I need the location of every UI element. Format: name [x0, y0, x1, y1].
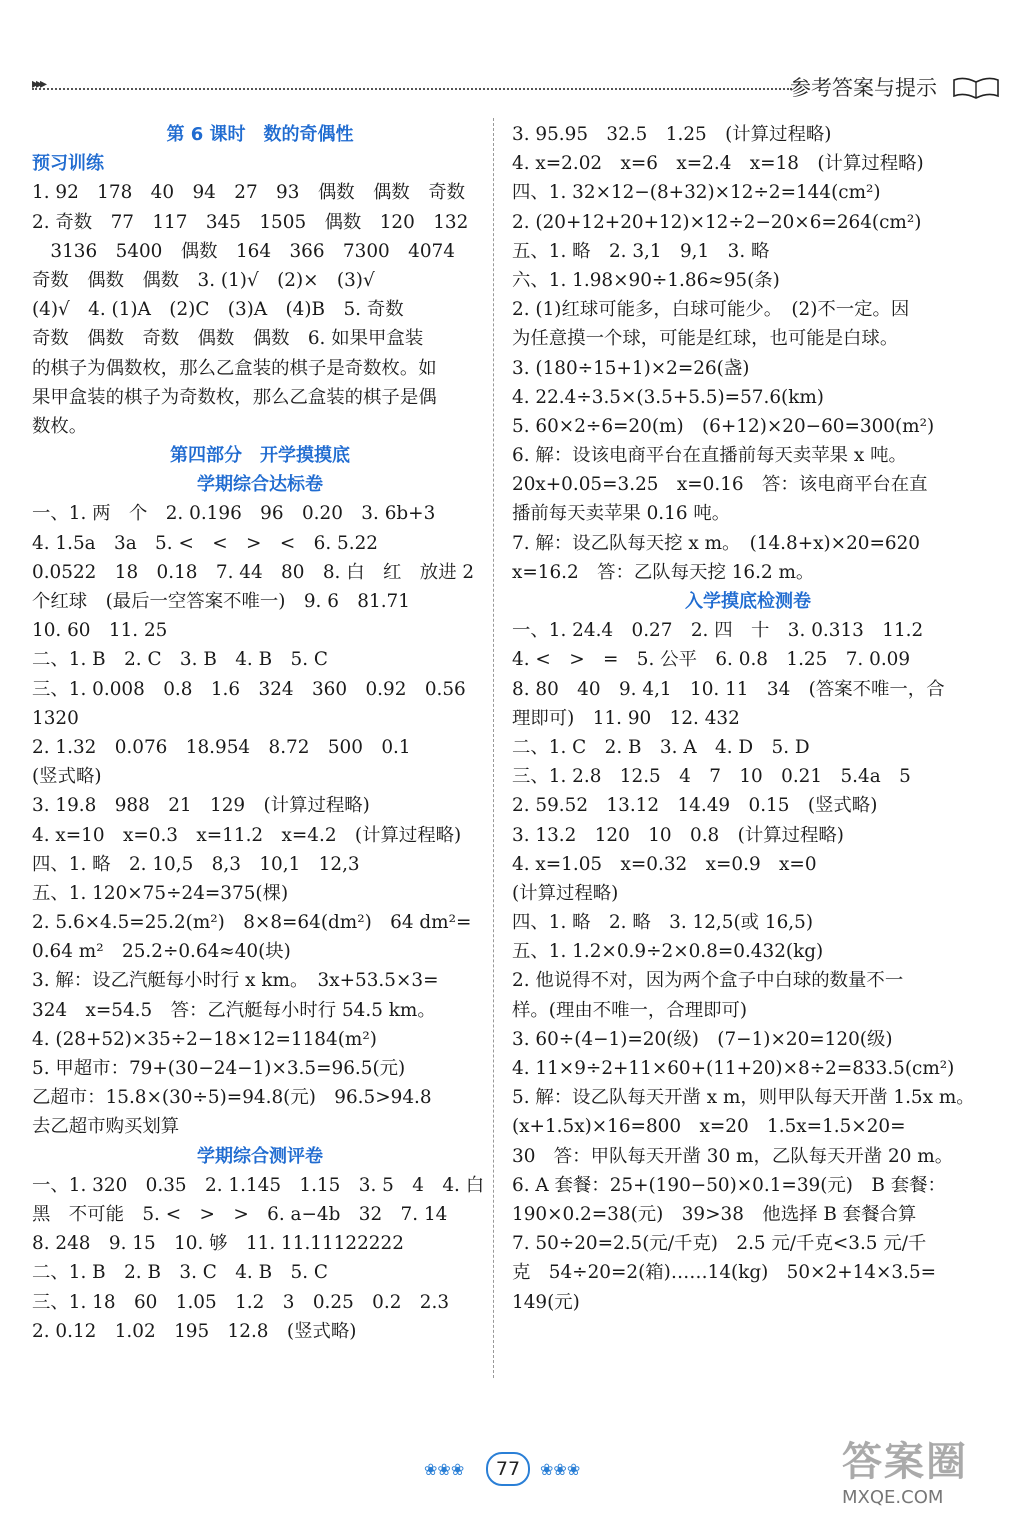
answer-line: 4. 22.4÷3.5×(3.5+5.5)=57.6(km)	[512, 386, 824, 408]
answer-line: 190×0.2=38(元) 39>38 他选择 B 套餐合算	[512, 1203, 917, 1225]
answer-line: 2. (1)红球可能多，白球可能少。 (2)不一定。因	[512, 299, 910, 321]
answer-line: 5. 60×2÷6=20(m) (6+12)×20−60=300(m²)	[512, 415, 935, 437]
answer-line: 20x+0.05=3.25 x=0.16 答：该电商平台在直	[512, 474, 928, 496]
column-divider	[493, 118, 494, 1378]
answer-line: 10. 60 11. 25	[32, 620, 168, 642]
answer-line: 一、1. 24.4 0.27 2. 四 十 3. 0.313 11.2	[512, 620, 924, 642]
answer-line: 30 答：甲队每天开凿 30 m，乙队每天开凿 20 m。	[512, 1145, 954, 1167]
answer-line: 的棋子为偶数枚，那么乙盒装的棋子是奇数枚。如	[32, 357, 437, 379]
answer-line: 7. 50÷20=2.5(元/千克) 2.5 元/千克<3.5 元/千	[512, 1233, 927, 1255]
page-number: 77	[486, 1452, 530, 1486]
answer-line: 数枚。	[32, 415, 88, 437]
left-column	[32, 120, 488, 1346]
section-heading: 学期综合测评卷	[197, 1145, 323, 1167]
answer-line: 四、1. 略 2. 略 3. 12,5(或 16,5)	[512, 912, 814, 934]
answer-line: 五、1. 略 2. 3,1 9,1 3. 略	[512, 240, 770, 262]
answer-line: 三、1. 0.008 0.8 1.6 324 360 0.92 0.56	[32, 678, 466, 700]
answer-line: x=16.2 答：乙队每天挖 16.2 m。	[512, 561, 815, 583]
answer-line: 3. 60÷(4−1)=20(级) (7−1)×20=120(级)	[512, 1028, 893, 1050]
answer-line: 2. 59.52 13.12 14.49 0.15 (竖式略)	[512, 795, 878, 817]
answer-line: (计算过程略)	[512, 882, 619, 904]
answer-line: 奇数 偶数 偶数 3. (1)√ (2)× (3)√	[32, 269, 375, 291]
answer-line: 8. 80 40 9. 4,1 10. 11 34 (答案不唯一，合	[512, 678, 945, 700]
answer-line: 5. 甲超市：79+(30−24−1)×3.5=96.5(元)	[32, 1058, 406, 1079]
section-heading: 第 6 课时 数的奇偶性	[166, 124, 354, 145]
answer-line: 一、1. 两 个 2. 0.196 96 0.20 3. 6b+3	[32, 503, 436, 525]
answer-line: 五、1. 120×75÷24=375(棵)	[32, 882, 289, 904]
answer-line: 0.0522 18 0.18 7. 44 80 8. 白 红 放进 2	[32, 561, 475, 583]
header-dotted-rule	[32, 88, 792, 90]
answer-line: 7. 解：设乙队每天挖 x m。 (14.8+x)×20=620	[512, 532, 921, 554]
answer-line: 2. 0.12 1.02 195 12.8 (竖式略)	[32, 1320, 357, 1342]
answer-line: 一、1. 320 0.35 2. 1.145 1.15 3. 5 4 4. 白	[32, 1174, 485, 1196]
answer-line: 个红球 (最后一空答案不唯一) 9. 6 81.71	[32, 591, 410, 612]
answer-line: 4. 11×9÷2+11×60+(11+20)×8÷2=833.5(cm²)	[512, 1058, 955, 1079]
answer-line: 8. 248 9. 15 10. 够 11. 11.11122222	[32, 1233, 404, 1255]
answer-line: 2. 5.6×4.5=25.2(m²) 8×8=64(dm²) 64 dm²=	[32, 912, 472, 934]
answer-line: 五、1. 1.2×0.9÷2×0.8=0.432(kg)	[512, 941, 824, 963]
answer-line: 2. (20+12+20+12)×12÷2−20×6=264(cm²)	[512, 211, 922, 233]
book-icon	[950, 76, 1002, 100]
section-heading: 预习训练	[32, 153, 104, 175]
answer-line: 四、1. 略 2. 10,5 8,3 10,1 12,3	[32, 853, 360, 875]
answer-line: 果甲盒装的棋子为奇数枚，那么乙盒装的棋子是偶	[32, 386, 437, 408]
watermark-site: MXQE.COM	[842, 1487, 944, 1508]
answer-line: 3. 19.8 988 21 129 (计算过程略)	[32, 795, 370, 817]
left-ornament-icon: ❀❀❀	[424, 1460, 465, 1479]
answer-line: 样。(理由不唯一，合理即可)	[512, 999, 748, 1021]
answer-line: 4. < > = 5. 公平 6. 0.8 1.25 7. 0.09	[512, 649, 911, 671]
answer-line: 克 54÷20=2(箱)……14(kg) 50×2+14×3.5=	[512, 1262, 937, 1284]
answer-line: 4. (28+52)×35÷2−18×12=1184(m²)	[32, 1028, 377, 1050]
answer-line: 1320	[32, 707, 79, 729]
answer-line: 0.64 m² 25.2÷0.64≈40(块)	[32, 941, 291, 963]
answer-line: 三、1. 18 60 1.05 1.2 3 0.25 0.2 2.3	[32, 1291, 450, 1313]
answer-line: 5. 解：设乙队每天开凿 x m，则甲队每天开凿 1.5x m。	[512, 1087, 975, 1109]
header-title: 参考答案与提示	[790, 76, 937, 100]
answer-line: 四、1. 32×12−(8+32)×12÷2=144(cm²)	[512, 182, 881, 204]
answer-line: 3. 95.95 32.5 1.25 (计算过程略)	[512, 124, 832, 145]
answer-line: 二、1. B 2. C 3. B 4. B 5. C	[32, 649, 328, 671]
section-heading: 学期综合达标卷	[197, 474, 323, 496]
answer-line: 2. 奇数 77 117 345 1505 偶数 120 132	[32, 211, 469, 233]
answer-line: (4)√ 4. (1)A (2)C (3)A (4)B 5. 奇数	[32, 299, 404, 321]
answer-line: 1. 92 178 40 94 27 93 偶数 偶数 奇数	[32, 182, 465, 204]
answer-line: 2. 他说得不对，因为两个盒子中白球的数量不一	[512, 970, 904, 992]
answer-line: 3. 解：设乙汽艇每小时行 x km。 3x+53.5×3=	[32, 970, 439, 992]
answer-line: 4. 1.5a 3a 5. < < > < 6. 5.22	[32, 532, 378, 554]
answer-line: 二、1. C 2. B 3. A 4. D 5. D	[512, 736, 810, 758]
answer-line: 4. x=2.02 x=6 x=2.4 x=18 (计算过程略)	[512, 153, 924, 175]
right-column	[512, 120, 984, 1317]
answer-line: 2. 1.32 0.076 18.954 8.72 500 0.1	[32, 736, 411, 758]
answer-line: 黑 不可能 5. < > > 6. a−4b 32 7. 14	[32, 1203, 448, 1225]
section-heading: 第四部分 开学摸摸底	[170, 445, 350, 467]
answer-line: 奇数 偶数 奇数 偶数 偶数 6. 如果甲盒装	[32, 328, 424, 350]
answer-line: 二、1. B 2. B 3. C 4. B 5. C	[32, 1262, 328, 1284]
answer-line: 3. 13.2 120 10 0.8 (计算过程略)	[512, 824, 844, 846]
section-heading: 入学摸底检测卷	[685, 591, 811, 612]
answer-line: 6. A 套餐：25+(190−50)×0.1=39(元) B 套餐：	[512, 1174, 946, 1196]
answer-line: 3136 5400 偶数 164 366 7300 4074	[32, 240, 455, 262]
answer-line: (x+1.5x)×16=800 x=20 1.5x=1.5×20=	[512, 1116, 906, 1138]
answer-line: 324 x=54.5 答：乙汽艇每小时行 54.5 km。	[32, 999, 436, 1021]
answer-line: 6. 解：设该电商平台在直播前每天卖苹果 x 吨。	[512, 445, 907, 467]
answer-line: 4. x=1.05 x=0.32 x=0.9 x=0	[512, 853, 817, 875]
right-ornament-icon: ❀❀❀	[540, 1460, 581, 1479]
answer-line: 理即可) 11. 90 12. 432	[512, 707, 740, 729]
answer-line: 149(元)	[512, 1291, 580, 1313]
page-header	[32, 70, 992, 104]
header-arrows: ▸▸▸	[32, 76, 45, 92]
answer-line: 乙超市：15.8×(30÷5)=94.8(元) 96.5>94.8	[32, 1087, 432, 1109]
watermark-logo: 答案圈	[842, 1439, 968, 1485]
answer-line: (竖式略)	[32, 766, 102, 788]
answer-line: 六、1. 1.98×90÷1.86≈95(条)	[512, 269, 780, 291]
answer-line: 4. x=10 x=0.3 x=11.2 x=4.2 (计算过程略)	[32, 824, 462, 846]
answer-line: 3. (180÷15+1)×2=26(盏)	[512, 357, 750, 379]
answer-line: 播前每天卖苹果 0.16 吨。	[512, 503, 731, 525]
answer-line: 去乙超市购买划算	[32, 1116, 180, 1138]
answer-line: 为任意摸一个球，可能是红球，也可能是白球。	[512, 328, 899, 350]
answer-line: 三、1. 2.8 12.5 4 7 10 0.21 5.4a 5	[512, 766, 911, 788]
watermark	[842, 1430, 968, 1508]
